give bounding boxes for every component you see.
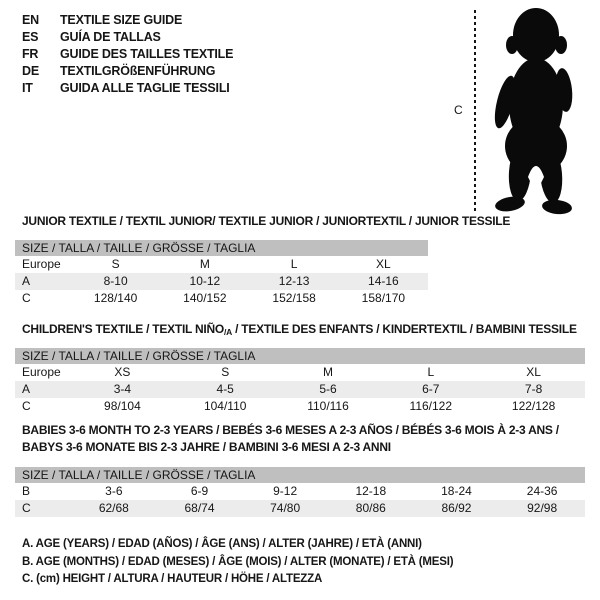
lang-code: FR: [22, 47, 39, 61]
table-row: [15, 483, 585, 500]
heading-text: CHILDREN'S TEXTILE / TEXTIL NIÑO: [22, 322, 224, 336]
table-row: [15, 256, 428, 273]
table-cell: 10-12: [189, 274, 221, 288]
table-cell: 116/122: [409, 399, 453, 413]
heading-subscript: /A: [223, 327, 232, 337]
guide-title: TEXTILGRÖßENFÜHRUNG: [60, 64, 216, 78]
height-measure-dashed-line: [474, 10, 476, 211]
babies-size-table: [15, 467, 585, 517]
heading-line-2: BABYS 3-6 MONATE BIS 2-3 JAHRE / BAMBINI 3-6 MESI A 2-3 ANNI: [22, 439, 391, 454]
table-cell: 3-4: [113, 382, 132, 396]
lang-code: EN: [22, 13, 39, 27]
footnote-b: B. AGE (MONTHS) / EDAD (MESES) / ÂGE (MOIS) / ALTER (MONATE) / ETÀ (MESI): [22, 555, 454, 568]
table-cell: 74/80: [270, 501, 301, 515]
guide-title: GUIDE DES TAILLES TEXTILE: [60, 47, 234, 61]
size-table-header: SIZE / TALLA / TAILLE / GRÖSSE / TAGLIA: [15, 348, 585, 364]
table-cell: 12-18: [355, 484, 387, 498]
table-cell: 80/86: [355, 501, 386, 515]
table-cell: S: [221, 365, 230, 379]
lang-code: ES: [22, 30, 39, 44]
table-cell: 24-36: [526, 484, 558, 498]
lang-row-it: [22, 80, 233, 97]
table-cell: XL: [376, 257, 391, 271]
table-cell: 62/68: [98, 501, 129, 515]
table-cell: 12-13: [278, 274, 310, 288]
footnote-legend: [22, 536, 453, 589]
table-cell: 110/116: [307, 399, 349, 413]
height-measure-figure: [450, 4, 598, 218]
table-row: [15, 381, 585, 398]
lang-code: DE: [22, 64, 39, 78]
lang-row-en: [22, 12, 233, 29]
row-label: C: [22, 501, 31, 515]
toddler-silhouette-icon: [484, 4, 586, 221]
language-title-list: [22, 12, 233, 97]
table-cell: 8-10: [103, 274, 128, 288]
table-cell: M: [199, 257, 210, 271]
table-cell: 4-5: [216, 382, 234, 396]
table-cell: 86/92: [441, 501, 472, 515]
row-label: Europe: [22, 365, 61, 379]
row-label: C: [22, 291, 31, 305]
row-label: C: [22, 399, 31, 413]
table-cell: 9-12: [273, 484, 298, 498]
table-cell: S: [111, 257, 120, 271]
table-cell: 92/98: [527, 501, 558, 515]
junior-size-table: [15, 240, 428, 307]
table-row: [15, 364, 585, 381]
table-cell: L: [290, 257, 298, 271]
table-cell: 98/104: [104, 399, 141, 413]
guide-title: GUIDA ALLE TAGLIE TESSILI: [60, 81, 230, 95]
lang-code: IT: [22, 81, 33, 95]
heading-line-1: BABIES 3-6 MONTH TO 2-3 YEARS / BEBÉS 3-6 MESES A 2-3 AÑOS / BÉBÉS 3-6 MOIS À 2-3 ANS /: [22, 423, 559, 437]
footnote-a: A. AGE (YEARS) / EDAD (AÑOS) / ÂGE (ANS) / ALTER (JAHRE) / ETÀ (ANNI): [22, 538, 422, 550]
table-cell: 7-8: [524, 382, 543, 396]
children-section-heading: [22, 322, 577, 337]
table-cell: M: [322, 365, 333, 379]
row-label: A: [22, 274, 31, 288]
table-cell: 5-6: [319, 382, 337, 396]
table-cell: 68/74: [184, 501, 215, 515]
footnote-c: C. (cm) HEIGHT / ALTURA / HAUTEUR / HÖHE / ALTEZZA: [22, 573, 323, 585]
measure-label-c: C: [454, 103, 463, 117]
babies-section-heading: [22, 422, 559, 455]
table-row: [15, 290, 428, 307]
lang-row-de: [22, 63, 233, 80]
table-cell: 6-7: [422, 382, 440, 396]
size-table-header: SIZE / TALLA / TAILLE / GRÖSSE / TAGLIA: [15, 240, 428, 256]
lang-row-fr: [22, 46, 233, 63]
table-cell: 140/152: [183, 291, 227, 305]
table-cell: XS: [114, 365, 131, 379]
lang-row-es: [22, 29, 233, 46]
table-cell: XL: [526, 365, 541, 379]
size-table-header: SIZE / TALLA / TAILLE / GRÖSSE / TAGLIA: [15, 467, 585, 483]
table-cell: 18-24: [441, 484, 472, 498]
guide-title: GUÍA DE TALLAS: [60, 30, 161, 44]
junior-section-heading: JUNIOR TEXTILE / TEXTIL JUNIOR/ TEXTILE JUNIOR / JUNIORTEXTIL / JUNIOR TESSILE: [22, 214, 511, 228]
table-cell: 122/128: [511, 399, 556, 413]
table-cell: 6-9: [190, 484, 209, 498]
heading-text: / TEXTILE DES ENFANTS / KINDERTEXTIL / BAMBINI TESSILE: [231, 322, 577, 336]
table-row: [15, 273, 428, 290]
table-row: [15, 398, 585, 415]
table-cell: L: [427, 365, 435, 379]
table-row: [15, 500, 585, 517]
children-size-table: [15, 348, 585, 415]
row-label: Europe: [22, 257, 61, 271]
table-cell: 152/158: [272, 291, 316, 305]
table-cell: 128/140: [93, 291, 138, 305]
row-label: A: [22, 382, 31, 396]
row-label: B: [22, 484, 31, 498]
table-cell: 3-6: [105, 484, 123, 498]
table-cell: 14-16: [368, 274, 399, 288]
guide-title: TEXTILE SIZE GUIDE: [60, 13, 183, 27]
table-cell: 158/170: [361, 291, 406, 305]
table-cell: 104/110: [203, 399, 247, 413]
